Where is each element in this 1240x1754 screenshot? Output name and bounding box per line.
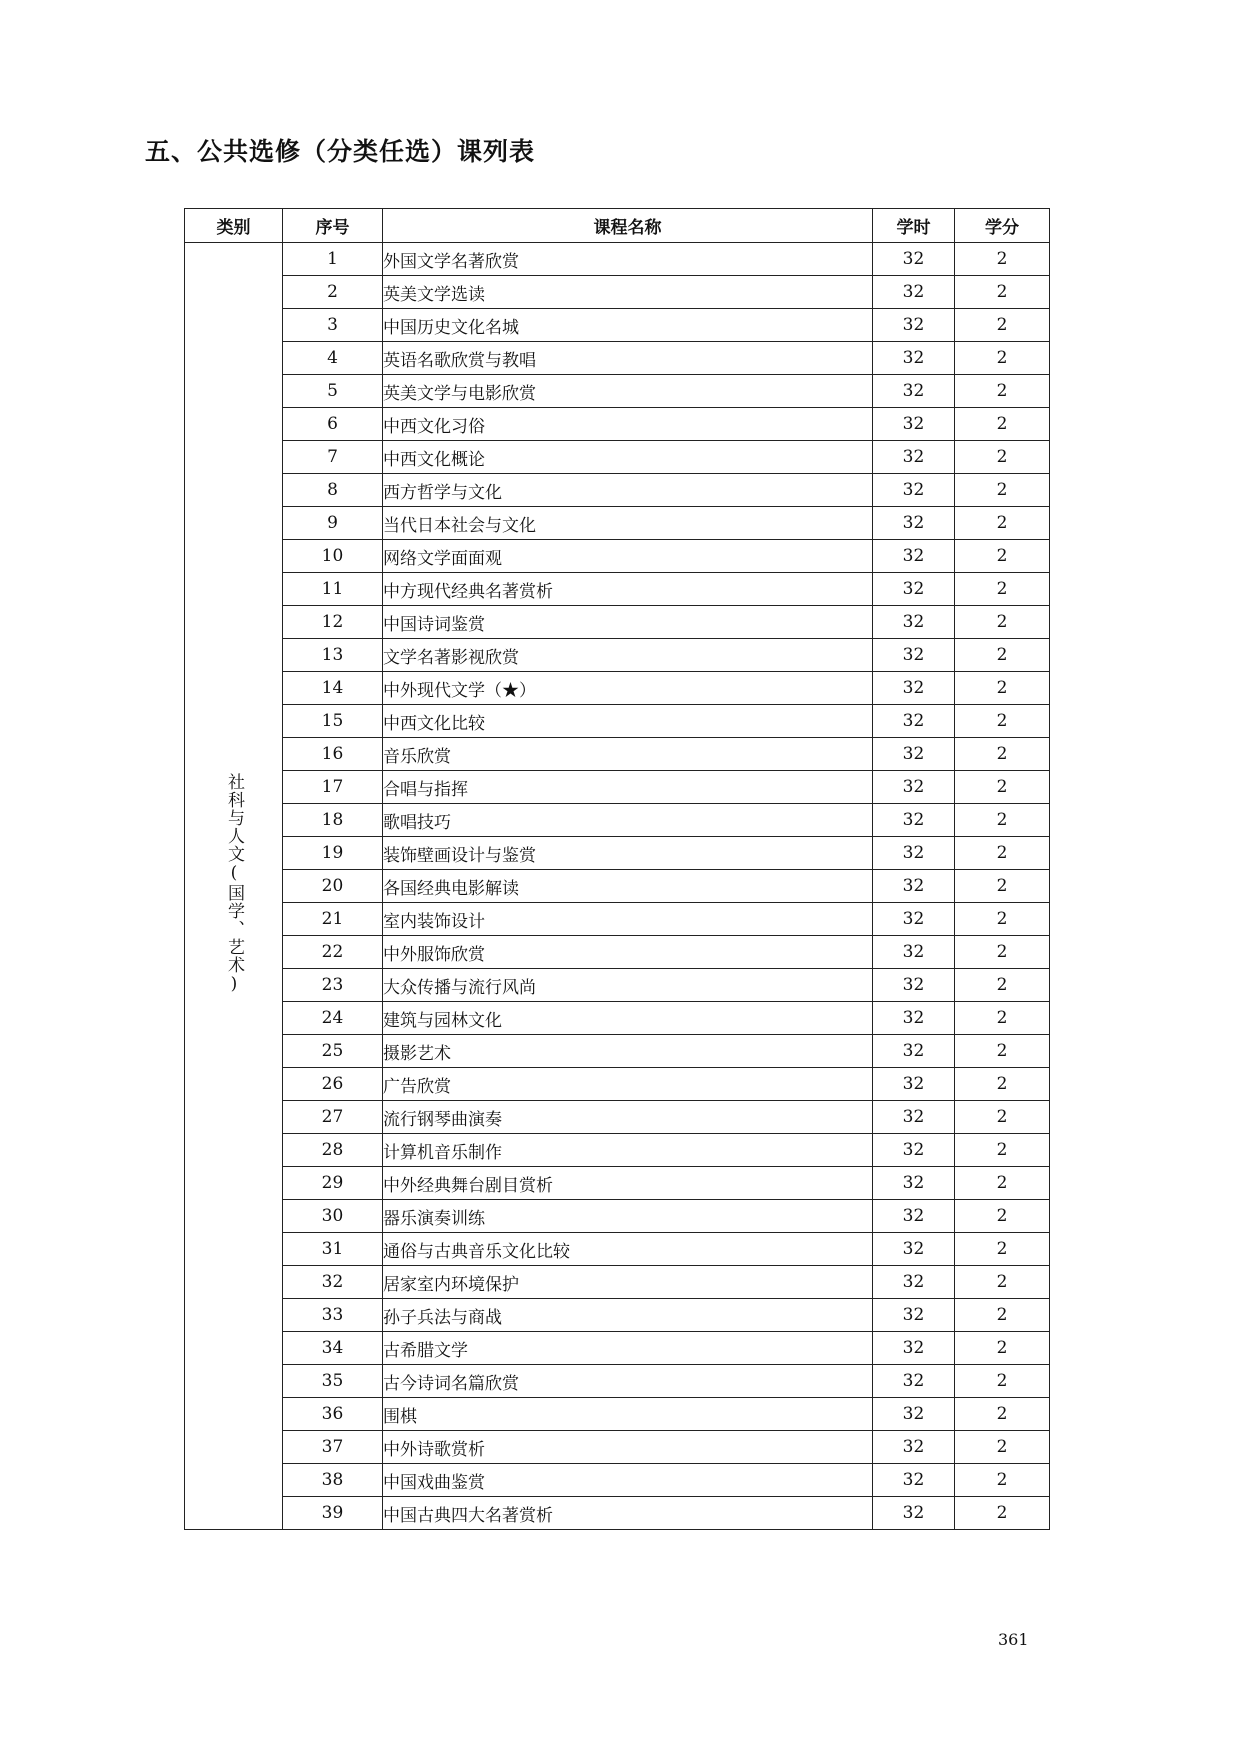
course-hours: 32	[873, 606, 955, 639]
course-credits: 2	[955, 1068, 1050, 1101]
course-number: 32	[283, 1266, 383, 1299]
course-hours: 32	[873, 1332, 955, 1365]
course-number: 30	[283, 1200, 383, 1233]
course-credits: 2	[955, 705, 1050, 738]
course-hours: 32	[873, 309, 955, 342]
table-row	[185, 441, 1050, 474]
course-credits: 2	[955, 441, 1050, 474]
course-credits: 2	[955, 1464, 1050, 1497]
course-credits: 2	[955, 276, 1050, 309]
course-number: 15	[283, 705, 383, 738]
course-number: 26	[283, 1068, 383, 1101]
course-hours: 32	[873, 342, 955, 375]
course-hours: 32	[873, 441, 955, 474]
table-row	[185, 639, 1050, 672]
course-credits: 2	[955, 1035, 1050, 1068]
table-row	[185, 573, 1050, 606]
course-name: 中外诗歌赏析	[383, 1431, 873, 1464]
course-credits: 2	[955, 1266, 1050, 1299]
table-row	[185, 243, 1050, 276]
course-name: 中西文化比较	[383, 705, 873, 738]
course-hours: 32	[873, 1134, 955, 1167]
course-number: 33	[283, 1299, 383, 1332]
table-row	[185, 705, 1050, 738]
course-name: 古今诗词名篇欣赏	[383, 1365, 873, 1398]
course-hours: 32	[873, 1101, 955, 1134]
course-name: 器乐演奏训练	[383, 1200, 873, 1233]
course-hours: 32	[873, 1497, 955, 1530]
course-hours: 32	[873, 375, 955, 408]
table-row	[185, 1497, 1050, 1530]
course-number: 38	[283, 1464, 383, 1497]
table-row	[185, 1200, 1050, 1233]
course-hours: 32	[873, 1365, 955, 1398]
course-name: 古希腊文学	[383, 1332, 873, 1365]
course-number: 20	[283, 870, 383, 903]
table-row	[185, 1398, 1050, 1431]
course-number: 11	[283, 573, 383, 606]
course-name: 当代日本社会与文化	[383, 507, 873, 540]
course-name: 中西文化概论	[383, 441, 873, 474]
table-row	[185, 1068, 1050, 1101]
table-row	[185, 672, 1050, 705]
table-row	[185, 936, 1050, 969]
course-name: 各国经典电影解读	[383, 870, 873, 903]
course-hours: 32	[873, 408, 955, 441]
course-name: 孙子兵法与商战	[383, 1299, 873, 1332]
course-credits: 2	[955, 309, 1050, 342]
course-number: 16	[283, 738, 383, 771]
course-hours: 32	[873, 870, 955, 903]
course-number: 4	[283, 342, 383, 375]
table-row	[185, 1134, 1050, 1167]
header-number: 序号	[283, 209, 383, 243]
course-name: 英美文学与电影欣赏	[383, 375, 873, 408]
course-number: 27	[283, 1101, 383, 1134]
course-number: 17	[283, 771, 383, 804]
table-row	[185, 903, 1050, 936]
course-hours: 32	[873, 1167, 955, 1200]
course-credits: 2	[955, 738, 1050, 771]
table-header-row	[185, 209, 1050, 243]
course-number: 5	[283, 375, 383, 408]
course-name: 中国诗词鉴赏	[383, 606, 873, 639]
course-number: 31	[283, 1233, 383, 1266]
table-row	[185, 474, 1050, 507]
course-number: 19	[283, 837, 383, 870]
course-hours: 32	[873, 1068, 955, 1101]
course-name: 建筑与园林文化	[383, 1002, 873, 1035]
course-number: 21	[283, 903, 383, 936]
course-hours: 32	[873, 1299, 955, 1332]
course-hours: 32	[873, 1002, 955, 1035]
course-hours: 32	[873, 573, 955, 606]
table-row	[185, 1266, 1050, 1299]
table-row	[185, 342, 1050, 375]
course-name: 中国戏曲鉴赏	[383, 1464, 873, 1497]
table-row	[185, 375, 1050, 408]
category-cell	[185, 243, 283, 1530]
course-name: 中国古典四大名著赏析	[383, 1497, 873, 1530]
course-name: 大众传播与流行风尚	[383, 969, 873, 1002]
course-credits: 2	[955, 1398, 1050, 1431]
course-number: 35	[283, 1365, 383, 1398]
course-name: 中外服饰欣赏	[383, 936, 873, 969]
course-name: 中外经典舞台剧目赏析	[383, 1167, 873, 1200]
course-credits: 2	[955, 870, 1050, 903]
course-hours: 32	[873, 804, 955, 837]
course-number: 37	[283, 1431, 383, 1464]
course-number: 10	[283, 540, 383, 573]
course-credits: 2	[955, 243, 1050, 276]
course-name: 中国历史文化名城	[383, 309, 873, 342]
course-credits: 2	[955, 969, 1050, 1002]
course-credits: 2	[955, 342, 1050, 375]
course-table	[184, 208, 1050, 1530]
table-row	[185, 1101, 1050, 1134]
course-number: 8	[283, 474, 383, 507]
course-name: 摄影艺术	[383, 1035, 873, 1068]
course-number: 34	[283, 1332, 383, 1365]
course-hours: 32	[873, 969, 955, 1002]
course-hours: 32	[873, 276, 955, 309]
page-title: 五、公共选修（分类任选）课列表	[145, 137, 536, 166]
course-name: 室内装饰设计	[383, 903, 873, 936]
course-credits: 2	[955, 837, 1050, 870]
header-credits: 学分	[955, 209, 1050, 243]
table-row	[185, 771, 1050, 804]
table-row	[185, 1431, 1050, 1464]
course-hours: 32	[873, 936, 955, 969]
course-name: 歌唱技巧	[383, 804, 873, 837]
category-label: 社科与人文(国学、艺术)	[224, 772, 244, 995]
course-hours: 32	[873, 507, 955, 540]
course-number: 1	[283, 243, 383, 276]
table-row	[185, 837, 1050, 870]
course-number: 14	[283, 672, 383, 705]
course-credits: 2	[955, 771, 1050, 804]
table-row	[185, 309, 1050, 342]
course-credits: 2	[955, 672, 1050, 705]
course-credits: 2	[955, 507, 1050, 540]
course-name: 流行钢琴曲演奏	[383, 1101, 873, 1134]
course-name: 中外现代文学（★）	[383, 672, 873, 705]
course-hours: 32	[873, 903, 955, 936]
course-credits: 2	[955, 1332, 1050, 1365]
course-number: 23	[283, 969, 383, 1002]
table-row	[185, 1299, 1050, 1332]
course-hours: 32	[873, 672, 955, 705]
course-hours: 32	[873, 1431, 955, 1464]
course-hours: 32	[873, 837, 955, 870]
course-name: 外国文学名著欣赏	[383, 243, 873, 276]
course-number: 36	[283, 1398, 383, 1431]
course-number: 39	[283, 1497, 383, 1530]
course-hours: 32	[873, 705, 955, 738]
course-credits: 2	[955, 1431, 1050, 1464]
course-credits: 2	[955, 1134, 1050, 1167]
course-number: 12	[283, 606, 383, 639]
course-number: 7	[283, 441, 383, 474]
course-credits: 2	[955, 1101, 1050, 1134]
course-credits: 2	[955, 639, 1050, 672]
course-credits: 2	[955, 1365, 1050, 1398]
course-number: 3	[283, 309, 383, 342]
course-number: 2	[283, 276, 383, 309]
course-name: 通俗与古典音乐文化比较	[383, 1233, 873, 1266]
table-row	[185, 1035, 1050, 1068]
course-credits: 2	[955, 408, 1050, 441]
course-credits: 2	[955, 1497, 1050, 1530]
course-number: 25	[283, 1035, 383, 1068]
course-hours: 32	[873, 1398, 955, 1431]
course-name: 文学名著影视欣赏	[383, 639, 873, 672]
course-number: 29	[283, 1167, 383, 1200]
course-name: 计算机音乐制作	[383, 1134, 873, 1167]
table-row	[185, 507, 1050, 540]
course-name: 西方哲学与文化	[383, 474, 873, 507]
course-name: 装饰壁画设计与鉴赏	[383, 837, 873, 870]
course-credits: 2	[955, 606, 1050, 639]
course-name: 围棋	[383, 1398, 873, 1431]
course-credits: 2	[955, 1200, 1050, 1233]
course-credits: 2	[955, 1002, 1050, 1035]
course-credits: 2	[955, 1167, 1050, 1200]
course-credits: 2	[955, 1299, 1050, 1332]
course-number: 28	[283, 1134, 383, 1167]
course-name: 广告欣赏	[383, 1068, 873, 1101]
course-name: 音乐欣赏	[383, 738, 873, 771]
course-number: 6	[283, 408, 383, 441]
course-hours: 32	[873, 639, 955, 672]
table-row	[185, 1464, 1050, 1497]
course-name: 中方现代经典名著赏析	[383, 573, 873, 606]
course-name: 英语名歌欣赏与教唱	[383, 342, 873, 375]
table-row	[185, 606, 1050, 639]
course-hours: 32	[873, 1200, 955, 1233]
course-hours: 32	[873, 474, 955, 507]
table-row	[185, 738, 1050, 771]
course-number: 18	[283, 804, 383, 837]
course-hours: 32	[873, 540, 955, 573]
table-row	[185, 969, 1050, 1002]
course-hours: 32	[873, 1266, 955, 1299]
course-name: 中西文化习俗	[383, 408, 873, 441]
table-row	[185, 1332, 1050, 1365]
course-name: 合唱与指挥	[383, 771, 873, 804]
course-hours: 32	[873, 738, 955, 771]
table-row	[185, 408, 1050, 441]
course-credits: 2	[955, 375, 1050, 408]
table-row	[185, 1365, 1050, 1398]
course-number: 9	[283, 507, 383, 540]
course-hours: 32	[873, 243, 955, 276]
header-category: 类别	[185, 209, 283, 243]
table-row	[185, 804, 1050, 837]
course-credits: 2	[955, 903, 1050, 936]
course-credits: 2	[955, 540, 1050, 573]
course-hours: 32	[873, 1464, 955, 1497]
course-hours: 32	[873, 1035, 955, 1068]
course-credits: 2	[955, 1233, 1050, 1266]
course-number: 22	[283, 936, 383, 969]
course-hours: 32	[873, 1233, 955, 1266]
course-number: 13	[283, 639, 383, 672]
table-row	[185, 1002, 1050, 1035]
course-name: 英美文学选读	[383, 276, 873, 309]
course-table-body	[185, 243, 1050, 1530]
course-credits: 2	[955, 804, 1050, 837]
table-row	[185, 1167, 1050, 1200]
table-row	[185, 1233, 1050, 1266]
page-number: 361	[998, 1630, 1029, 1649]
course-name: 网络文学面面观	[383, 540, 873, 573]
course-credits: 2	[955, 474, 1050, 507]
course-credits: 2	[955, 573, 1050, 606]
header-course-name: 课程名称	[383, 209, 873, 243]
table-row	[185, 276, 1050, 309]
header-hours: 学时	[873, 209, 955, 243]
course-name: 居家室内环境保护	[383, 1266, 873, 1299]
table-row	[185, 540, 1050, 573]
course-credits: 2	[955, 936, 1050, 969]
table-row	[185, 870, 1050, 903]
course-hours: 32	[873, 771, 955, 804]
course-number: 24	[283, 1002, 383, 1035]
